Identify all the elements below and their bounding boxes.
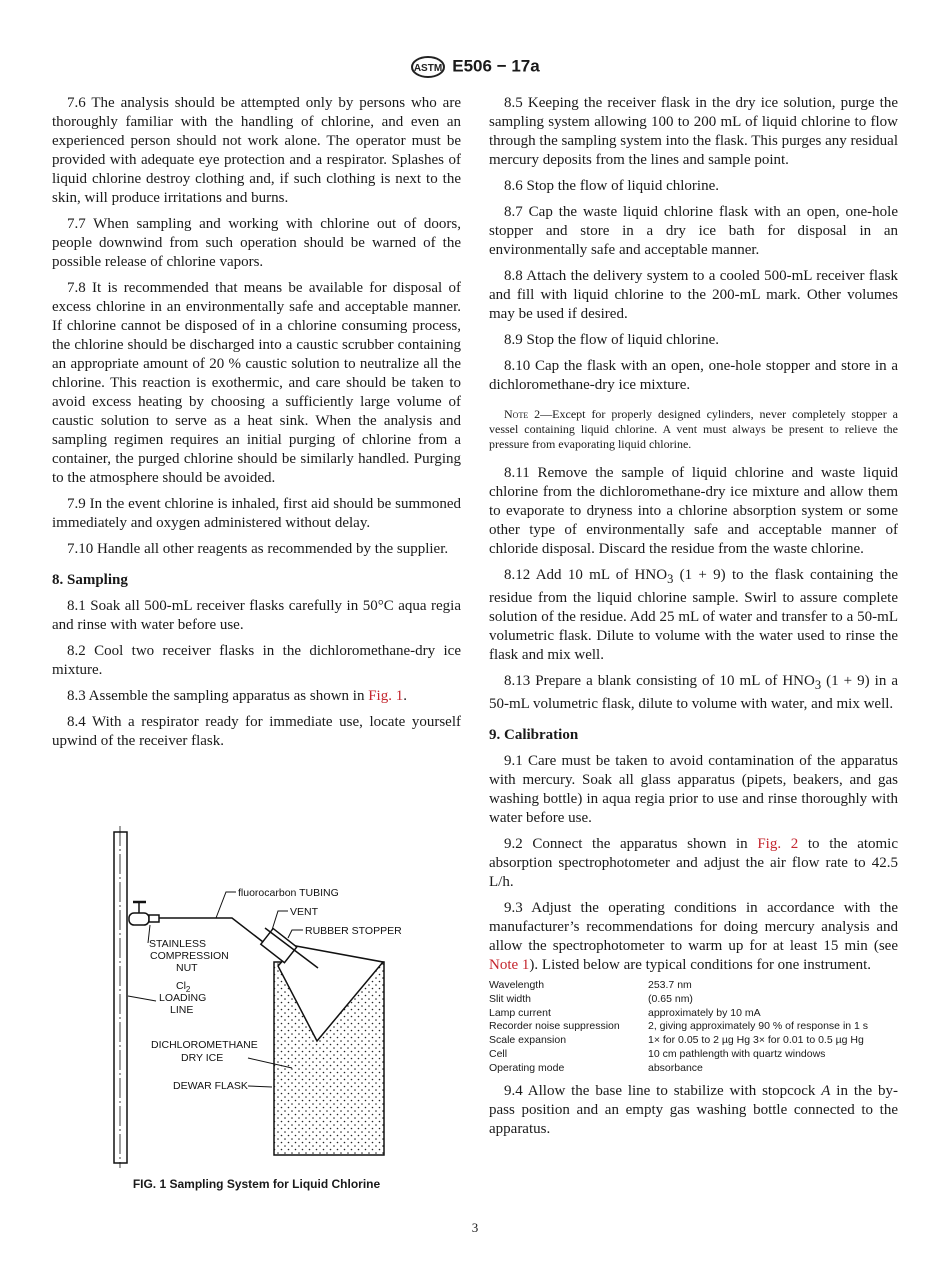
page-number: 3: [471, 1220, 479, 1235]
text: 3: [667, 572, 674, 586]
text: .: [403, 688, 407, 704]
label-nut-1: STAINLESS: [149, 938, 206, 950]
text: 9.3 Adjust the operating conditions in accordance with the manufacturer’s recommendations for doing mercury analysis and allow the spectrophotometer to warm up for at least 15 min (see: [489, 900, 898, 954]
condition-value: approximately by 10 mA: [648, 1006, 761, 1019]
condition-value: 10 cm pathlength with quartz windows: [648, 1047, 826, 1060]
fig-1-link[interactable]: Fig. 1: [368, 688, 404, 704]
para-7-10: 7.10 Handle all other reagents as recommended by the supplier.: [67, 541, 449, 557]
condition-name: Operating mode: [489, 1061, 565, 1074]
para-8-8: 8.8 Attach the delivery system to a cooled 500-mL receiver flask and fill with liquid chlorine to the 200-mL mark. Other volumes may be used if desired.: [489, 268, 898, 322]
para-7-8: 7.8 It is recommended that means be available for disposal of excess chlorine in an environmentally safe and acceptable manner. If chlorine cannot be disposed of in a chlorine consuming process, the chlorine should be discharged into a caustic scrubber containing an appropriate amount of 20 % caustic solution to neutralize all the chlorine. This reaction is exothermic, and care should be taken to avoid excess heating by choosing a sufficiently large volume of caustic solution to serve as a heat sink. When the analysis and sampling regimen requires an initial purging of chlorine from a container, the purged chlorine should be similarly handled. Purging to the atmosphere should be avoided.: [52, 280, 461, 486]
para-9-4: [489, 1082, 898, 1139]
para-9-2: [489, 835, 898, 892]
label-tubing: fluorocarbon TUBING: [238, 887, 339, 899]
note-label: Note 2: [504, 407, 541, 421]
operating-conditions-table: [489, 979, 868, 1076]
para-8-7: 8.7 Cap the waste liquid chlorine flask with an open, one-hole stopper and store in a dry ice bath for disposal in an environmentally safe and acceptable manner.: [489, 204, 898, 258]
para-9-1: 9.1 Care must be taken to avoid contamination of the apparatus with mercury. Soak all glass apparatus (pipets, beakers, and gas washing bottle) in aqua regia prior to use and rinse thoroughly with water before use.: [489, 753, 898, 826]
label-rubber-stopper: RUBBER STOPPER: [305, 925, 402, 937]
label-loading: LOADING: [159, 992, 207, 1004]
text: 8.12 Add 10 mL of HNO: [504, 567, 668, 583]
table-row: [489, 993, 868, 1007]
para-7-7: 7.7 When sampling and working with chlorine out of doors, people downwind from such operation should be warned of the possible release of chlorine vapors.: [52, 216, 461, 270]
astm-logo-icon: [410, 56, 446, 78]
condition-value: absorbance: [648, 1061, 703, 1074]
table-row: [489, 1034, 868, 1048]
label-vent: VENT: [290, 906, 319, 918]
para-8-5: 8.5 Keeping the receiver flask in the dry ice solution, purge the sampling system allowing 100 to 200 mL of liquid chlorine to flow through the sampling system into the flask. This purges any residual mercury deposits from the lines and sample point.: [489, 95, 898, 168]
text: —Except for properly designed cylinders, never completely stopper a vessel containing liquid chlorine. A vent must always be present to relieve the pressure from evaporating liquid chlorine.: [489, 407, 899, 451]
page-header: [0, 56, 950, 78]
table-row: [489, 1062, 868, 1076]
text: 8.3 Assemble the sampling apparatus as shown in: [67, 688, 369, 704]
note-2: [489, 407, 898, 452]
para-8-1: 8.1 Soak all 500-mL receiver flasks carefully in 50°C aqua regia and rinse with water before use.: [52, 598, 461, 633]
para-8-10: 8.10 Cap the flask with an open, one-hole stopper and store in a dichloromethane-dry ice mixture.: [489, 358, 898, 393]
para-8-12: [489, 566, 898, 665]
condition-name: Scale expansion: [489, 1034, 567, 1047]
label-dewar: DEWAR FLASK: [173, 1080, 248, 1092]
label-dry-ice: DRY ICE: [181, 1052, 224, 1064]
left-column: [52, 94, 461, 758]
svg-text:ASTM: ASTM: [414, 63, 443, 74]
figure-1-sampling-system: [100, 820, 420, 1200]
table-row: [489, 1007, 868, 1021]
para-7-9: 7.9 In the event chlorine is inhaled, first aid should be summoned immediately and oxygen administered without delay.: [52, 496, 461, 531]
para-8-6: 8.6 Stop the flow of liquid chlorine.: [504, 178, 719, 194]
fig-2-link[interactable]: Fig. 2: [757, 836, 799, 852]
table-row: [489, 979, 868, 993]
text: (1 + 9) to the flask containing the residue from the liquid chlorine sample. Swirl to assure complete solution of the residue. Add 25 mL of water and transfer to a 50-mL volumetric flask. Dilute to volume with the water used to rinse the flask and mix well.: [489, 567, 898, 663]
text: 3: [814, 678, 822, 692]
figure-caption: FIG. 1 Sampling System for Liquid Chlorine: [132, 1177, 381, 1191]
condition-name: Recorder noise suppression: [489, 1020, 620, 1033]
label-line: LINE: [170, 1004, 194, 1016]
text: ). Listed below are typical conditions for one instrument.: [529, 957, 872, 973]
section-heading-calibration: 9. Calibration: [489, 727, 579, 743]
label-nut-3: NUT: [176, 962, 198, 974]
para-8-11: 8.11 Remove the sample of liquid chlorine and waste liquid chlorine from the dichloromethane-dry ice mixture and allow them to evaporate to dryness into a chlorine absorption system or some other type of environmentally safe and acceptable manner of chloride disposal. Discard the residue from the waste chlorine.: [489, 465, 898, 557]
text: (1 + 9) in a 50-mL volumetric flask, dilute to volume with water, and mix well.: [489, 673, 899, 712]
text: A: [821, 1082, 831, 1099]
para-9-3: [489, 899, 898, 975]
note-1-link[interactable]: Note 1: [489, 957, 530, 973]
para-8-2: 8.2 Cool two receiver flasks in the dichloromethane-dry ice mixture.: [52, 643, 461, 678]
loading-line-pipe: [114, 832, 127, 1163]
text: 9.4 Allow the base line to stabilize with stopcock: [504, 1082, 822, 1099]
text: Cl: [176, 980, 186, 992]
section-heading-sampling: 8. Sampling: [52, 572, 128, 588]
text: in the by-pass position and an empty gas washing bottle connected to the apparatus.: [489, 1082, 898, 1137]
condition-name: Lamp current: [489, 1006, 551, 1019]
right-column: [489, 94, 898, 1146]
table-row: [489, 1020, 868, 1034]
label-dcm: DICHLOROMETHANE: [151, 1039, 258, 1051]
para-8-3: [52, 687, 461, 706]
text: 9.2 Connect the apparatus shown in: [504, 836, 758, 852]
condition-value: 253.7 nm: [648, 979, 692, 991]
text: 2: [185, 985, 191, 994]
condition-value: 1× for 0.05 to 2 µg Hg 3× for 0.01 to 0.5 µg Hg: [648, 1034, 864, 1047]
condition-name: Wavelength: [489, 979, 545, 991]
condition-value: 2, giving approximately 90 % of response in 1 s: [648, 1020, 869, 1033]
para-7-6: 7.6 The analysis should be attempted only by persons who are thoroughly familiar with the handling of chlorine, and even an experienced person should not work alone. The operator must be provided with adequate eye protection and a respirator. Splashes of liquid chlorine destroy clothing and, if such clothing is next to the skin, will produce irritations and burns.: [52, 95, 461, 206]
valve-icon: [129, 902, 159, 925]
condition-name: Slit width: [489, 992, 532, 1005]
table-row: [489, 1048, 868, 1062]
text: 8.13 Prepare a blank consisting of 10 mL of HNO: [504, 673, 815, 689]
text: to the atomic absorption spectrophotometer and adjust the air flow rate to 42.5 L/h.: [489, 836, 899, 890]
condition-name: Cell: [489, 1047, 508, 1060]
para-8-13: [489, 672, 898, 714]
standard-designation: E506 − 17a: [452, 56, 540, 76]
para-8-4: 8.4 With a respirator ready for immediate use, locate yourself upwind of the receiver flask.: [52, 714, 461, 749]
label-nut-2: COMPRESSION: [150, 950, 229, 962]
condition-value: (0.65 nm): [648, 992, 693, 1005]
para-8-9: 8.9 Stop the flow of liquid chlorine.: [504, 332, 719, 348]
